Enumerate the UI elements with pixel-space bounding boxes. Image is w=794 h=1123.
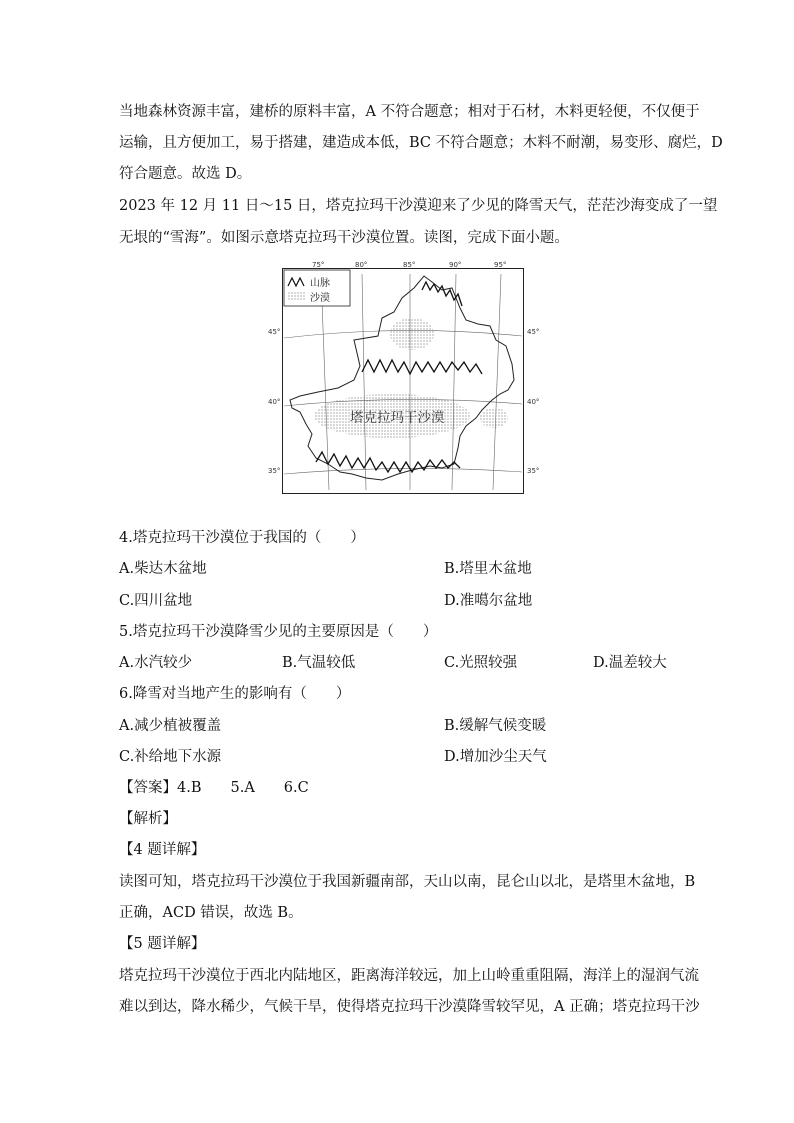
lon-label-top-75: 75° xyxy=(312,261,325,269)
q4-option-c: C.四川盆地 xyxy=(119,593,193,609)
q4-stem: 4.塔克拉玛干沙漠位于我国的（ ） xyxy=(119,530,365,546)
lat-label-45: 45° xyxy=(268,328,281,336)
lat-label-45-right: 45° xyxy=(527,328,540,336)
q5-option-b: B.气温较低 xyxy=(282,655,356,671)
lon-label-top-85: 85° xyxy=(403,261,416,269)
q6-option-d: D.增加沙尘天气 xyxy=(444,749,547,765)
detail5-heading: 【5 题详解】 xyxy=(119,936,206,952)
lat-label-40: 40° xyxy=(268,398,281,406)
answer-line: 【答案】4.B 5.A 6.C xyxy=(119,780,309,796)
intro-line-1: 当地森林资源丰富，建桥的原料丰富，A 不符合题意；相对于石材，木料更轻便，不仅便于 xyxy=(119,104,700,120)
detail5-line-1: 塔克拉玛干沙漠位于西北内陆地区，距离海洋较远，加上山岭重重阻隔，海洋上的湿润气流 xyxy=(119,968,699,984)
q5-option-d: D.温差较大 xyxy=(593,655,667,671)
stem-line-2: 无垠的“雪海”。如图示意塔克拉玛干沙漠位置。读图，完成下面小题。 xyxy=(119,230,569,246)
lat-label-35-right: 35° xyxy=(527,467,540,475)
map-figure xyxy=(282,268,524,494)
detail4-line-2: 正确，ACD 错误，故选 B。 xyxy=(119,905,303,921)
q6-option-b: B.缓解气候变暖 xyxy=(444,718,547,734)
stem-line-1: 2023 年 12 月 11 日～15 日，塔克拉玛干沙漠迎来了少见的降雪天气，茫茫沙海变成了一望 xyxy=(119,198,718,214)
q6-option-c: C.补给地下水源 xyxy=(119,749,222,765)
intro-line-3: 符合题意。故选 D。 xyxy=(119,166,252,182)
q4-option-d: D.准噶尔盆地 xyxy=(444,593,533,609)
q5-stem: 5.塔克拉玛干沙漠降雪少见的主要原因是（ ） xyxy=(119,624,438,640)
q5-option-c: C.光照较强 xyxy=(444,655,518,671)
desert-name-label: 塔克拉玛干沙漠 xyxy=(350,410,445,426)
analysis-heading: 【解析】 xyxy=(119,811,177,827)
lon-label-top-95: 95° xyxy=(494,261,507,269)
lat-label-35: 35° xyxy=(268,467,281,475)
legend-desert-icon xyxy=(288,292,306,301)
q4-option-a: A.柴达木盆地 xyxy=(119,561,207,577)
lon-label-top-80: 80° xyxy=(355,261,368,269)
q6-option-a: A.减少植被覆盖 xyxy=(119,718,222,734)
detail4-line-1: 读图可知，塔克拉玛干沙漠位于我国新疆南部，天山以南，昆仑山以北，是塔里木盆地，B xyxy=(119,874,696,890)
intro-line-2: 运输，且方便加工，易于搭建，建造成本低，BC 不符合题意；木料不耐潮，易变形、腐烂，D xyxy=(119,135,723,151)
legend-mountain-label: 山脉 xyxy=(310,278,330,289)
q4-option-b: B.塔里木盆地 xyxy=(444,561,532,577)
q6-stem: 6.降雪对当地产生的影响有（ ） xyxy=(119,686,351,702)
lat-label-40-right: 40° xyxy=(527,398,540,406)
lon-label-top-90: 90° xyxy=(449,261,462,269)
detail4-heading: 【4 题详解】 xyxy=(119,842,206,858)
q5-option-a: A.水汽较少 xyxy=(119,655,193,671)
legend-desert-label: 沙漠 xyxy=(310,293,330,304)
detail5-line-2: 难以到达，降水稀少，气候干旱，使得塔克拉玛干沙漠降雪较罕见，A 正确；塔克拉玛干沙 xyxy=(119,999,700,1015)
